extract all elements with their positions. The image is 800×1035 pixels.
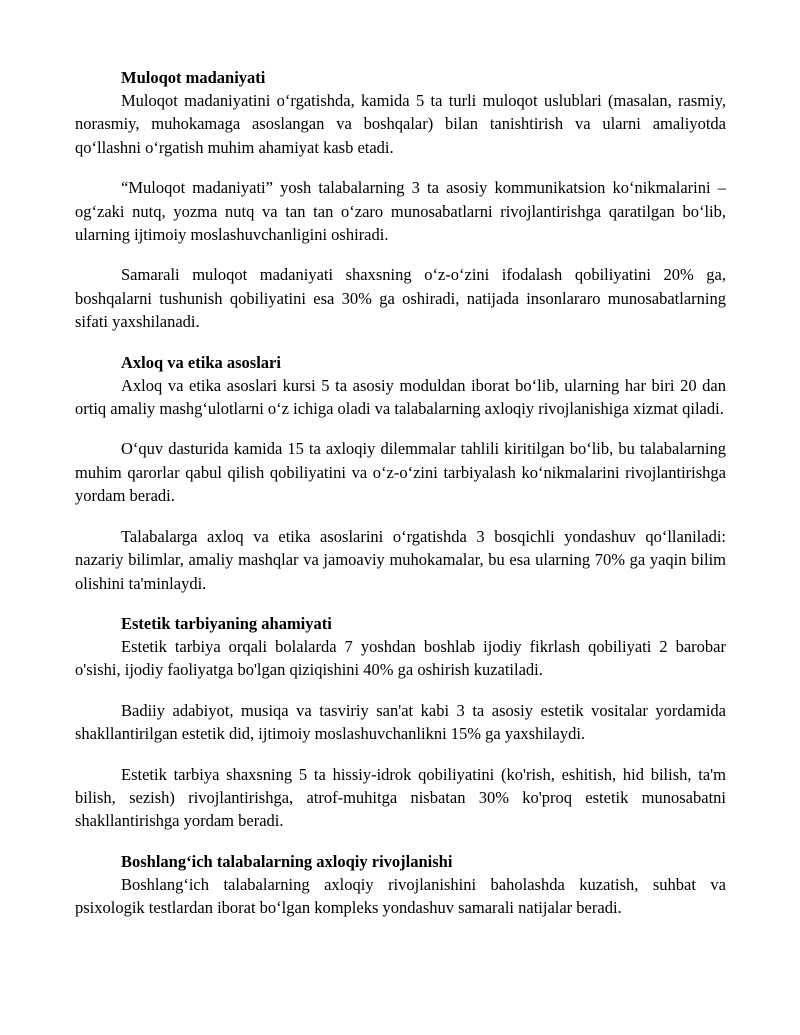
section-boshlangich: [75, 850, 726, 920]
paragraph: Talabalarga axloq va etika asoslarini o‘rgatishda 3 bosqichli yondashuv qo‘llaniladi: nazariy bilimlar, amaliy mashqlar va jamoaviy muhokamalar, bu esa ularning 70% ga yaqin bilim olishini ta'minlaydi.: [75, 526, 726, 593]
paragraph: Muloqot madaniyatini o‘rgatishda, kamida 5 ta turli muloqot uslublari (masalan, rasmiy, norasmiy, muhokamaga asoslangan va boshqalar) bilan tanishtirish va ularni amaliyotda qo‘llashni o‘rgatish muhim ahamiyat kasb etadi.: [75, 91, 726, 157]
paragraph: Boshlang‘ich talabalarning axloqiy rivojlanishini baholashda kuzatish, suhbat va psixologik testlardan iborat bo‘lgan kompleks yondashuv samarali natijalar beradi.: [75, 874, 726, 918]
document-page: [75, 66, 726, 920]
section-heading: Muloqot madaniyati: [121, 68, 266, 87]
paragraph: Estetik tarbiya orqali bolalarda 7 yoshdan boshlab ijodiy fikrlash qobiliyati 2 barobar o'sishi, ijodiy faoliyatga bo'lgan qiziqishini 40% ga oshirish kuzatiladi.: [75, 636, 726, 680]
paragraph: O‘quv dasturida kamida 15 ta axloqiy dilemmalar tahlili kiritilgan bo‘lib, bu talabalarning muhim qarorlar qabul qilish qobiliyatini va o‘z-o‘zini tarbiyalash ko‘nikmalarini rivojlantirishga yordam beradi.: [75, 439, 726, 506]
paragraph: Axloq va etika asoslari kursi 5 ta asosiy moduldan iborat bo‘lib, ularning har biri 20 dan ortiq amaliy mashg‘ulotlarni o‘z ichiga oladi va talabalarning axloqiy rivojlanishiga xizmat qiladi.: [75, 375, 726, 419]
paragraph: Samarali muloqot madaniyati shaxsning o‘z-o‘zini ifodalash qobiliyatini 20% ga, boshqalarni tushunish qobiliyatini esa 30% ga oshiradi, natijada insonlararo munosabatlarning sifati yaxshilanadi.: [75, 265, 726, 332]
section-heading: Estetik tarbiyaning ahamiyati: [121, 613, 332, 633]
section-heading: Axloq va etika asoslari: [121, 352, 281, 372]
section-axloq: [75, 351, 726, 595]
section-heading: Boshlang‘ich talabalarning axloqiy rivojlanishi: [121, 851, 453, 871]
section-muloqot: [75, 66, 726, 334]
paragraph: “Muloqot madaniyati” yosh talabalarning 3 ta asosiy kommunikatsion ko‘nikmalarini – og‘zaki nutq, yozma nutq va tan tan o‘zaro munosabatlarni rivojlantirishga qaratilgan bo‘lib, ularning ijtimoiy moslashuvchanligini oshiradi.: [75, 178, 726, 245]
section-estetik: [75, 612, 726, 833]
paragraph: Estetik tarbiya shaxsning 5 ta hissiy-idrok qobiliyatini (ko'rish, eshitish, hid bilish, ta'm bilish, sezish) rivojlantirishga, atrof-muhitga nisbatan 30% ko'proq estetik munosabatni shakllantirishga yordam beradi.: [75, 764, 726, 831]
paragraph: Badiiy adabiyot, musiqa va tasviriy san'at kabi 3 ta asosiy estetik vositalar yordamida shakllantirilgan estetik did, ijtimoiy moslashuvchanlikni 15% ga yaxshilaydi.: [75, 700, 726, 744]
